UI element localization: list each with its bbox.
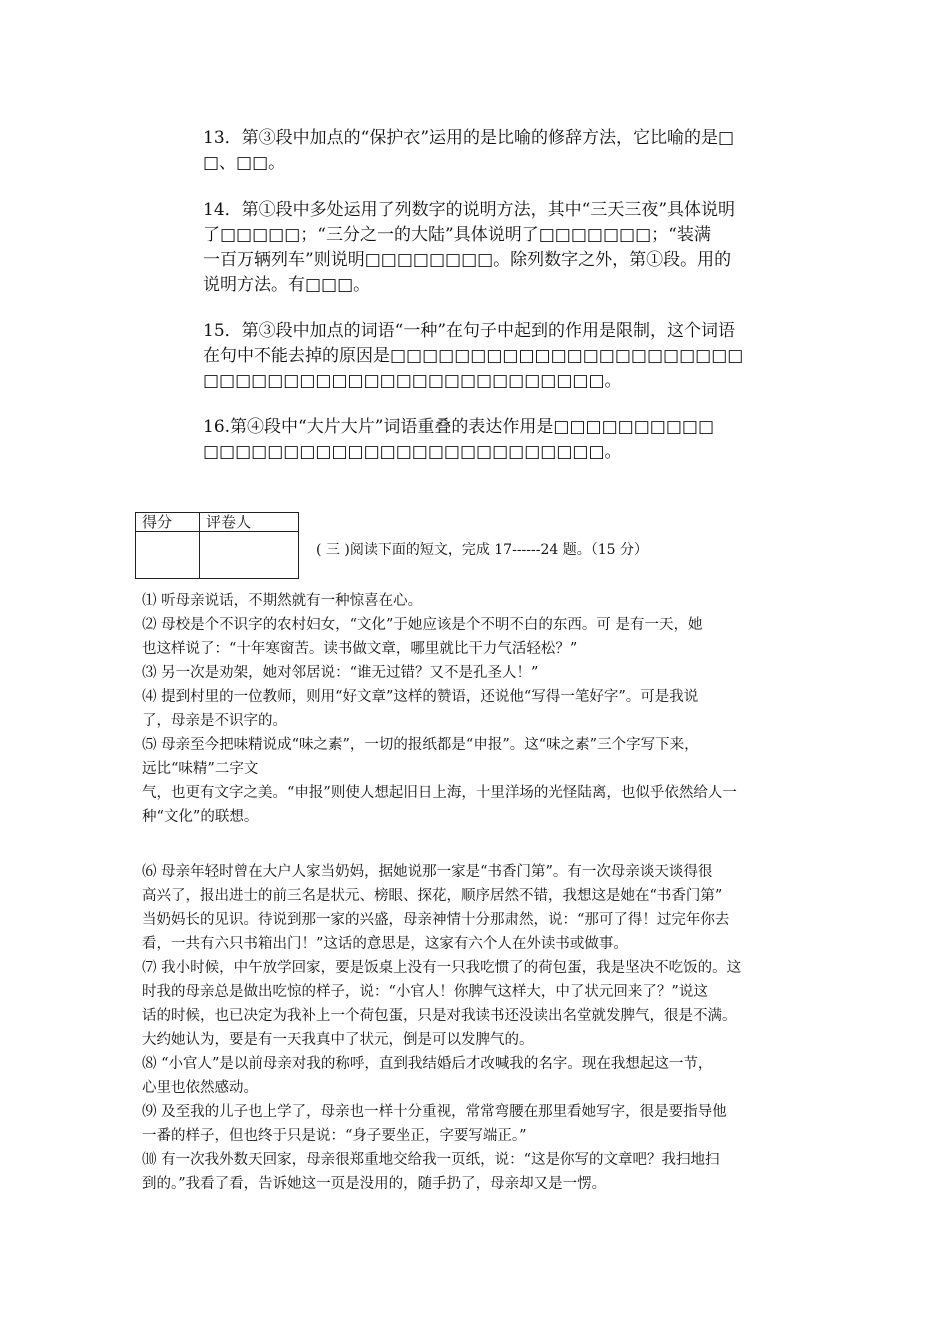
passage-line: ⑹ 母亲年轻时曾在大户人家当奶妈，据她说那一家是“书香门第”。有一次母亲谈天谈得很 [142,864,713,880]
question-15-line: 15．第③段中加点的词语“一种”在句子中起到的作用是限制，这个词语 [203,321,736,341]
passage-line: ⑴ 听母亲说话，不期然就有一种惊喜在心。 [142,593,423,609]
passage-line: ⑷ 提到村里的一位教师，则用“好文章”这样的赞语，还说他“写得一笔好字”。可是我说 [142,689,699,705]
question-15 [203,319,811,394]
question-14-line: 14．第①段中多处运用了列数字的说明方法，其中“三天三夜”具体说明 [203,200,736,220]
question-14-line: 了□□□□□；“三分之一的大陆”具体说明了□□□□□□□；“装满 [203,225,711,245]
question-14-line: 一百万辆列车”则说明□□□□□□□□。除列数字之外，第①段。用的 [203,250,732,270]
question-13-line: □、□□。 [203,153,286,173]
passage-line: 话的时候，也已决定为我补上一个荷包蛋，只是对我读书还没读出名堂就发脾气，很是不满。 [142,1008,737,1024]
question-16-line: 16.第④段中“大片大片”词语重叠的表达作用是□□□□□□□□□□ [203,417,715,437]
passage-line: ⑻ “小官人”是以前母亲对我的称呼，直到我结婚后才改喊我的名字。现在我想起这一节， [142,1056,713,1072]
question-15-line: □□□□□□□□□□□□□□□□□□□□□□□□□。 [203,371,622,391]
passage-line: 了，母亲是不识字的。 [142,713,287,729]
passage-line: 当奶妈长的见识。待说到那一家的兴盛，母亲神情十分那肃然，说：“那可了得！过完年你去 [142,912,730,928]
question-15-line: 在句中不能去掉的原因是□□□□□□□□□□□□□□□□□□□□□□ [203,346,744,366]
passage-line: 到的。”我看了看，告诉她这一页是没用的，随手扔了，母亲却又是一愣。 [142,1176,607,1192]
passage-line: 也这样说了：“十年寒窗苦。读书做文章，哪里就比干力气活轻松？” [142,641,578,657]
passage-line: 远比“味精”二字文 [142,761,259,777]
section-header: ( 三 )阅读下面的短文，完成 17------24 题。（15 分） [316,542,648,558]
passage-line: 种“文化”的联想。 [142,809,259,825]
question-16-line: □□□□□□□□□□□□□□□□□□□□□□□□□。 [203,442,622,462]
score-cell [136,532,200,579]
passage-line: ⑺ 我小时候，中午放学回家，要是饭桌上没有一只我吃惯了的荷包蛋，我是坚决不吃饭的。这 [142,960,742,976]
question-14-line: 说明方法。有□□□。 [203,275,371,295]
passage-line: ⑶ 另一次是劝架，她对邻居说：“谁无过错？又不是孔圣人！” [142,665,539,681]
question-13-line: 13．第③段中加点的“保护衣”运用的是比喻的修辞方法，它比喻的是□ [203,128,735,148]
question-13 [203,126,811,176]
passage-part-1 [142,589,822,829]
passage-line: ⑸ 母亲至今把味精说成“味之素”，一切的报纸都是“申报”。这“味之素”三个字写下来， [142,737,699,753]
grader-label: 评卷人 [200,513,299,532]
passage-line: 高兴了，报出进士的前三名是状元、榜眼、探花，顺序居然不错，我想这是她在“书香门第” [142,888,723,904]
score-label: 得分 [136,513,200,532]
question-14 [203,198,811,298]
passage-line: ⑽ 有一次我外数天回家，母亲很郑重地交给我一页纸，说：“这是你写的文章吧？我扫地扫 [142,1152,720,1168]
score-table [135,512,299,579]
passage-part-2 [142,860,822,1196]
passage-line: 时我的母亲总是做出吃惊的样子，说：“小官人！你脾气这样大，中了状元回来了？”说这 [142,984,708,1000]
grader-cell [200,532,299,579]
passage-line: 看，一共有六只书箱出门！”这话的意思是，这家有六个人在外读书或做事。 [142,936,628,952]
question-16 [203,415,811,465]
passage-line: 心里也依然感动。 [142,1080,258,1096]
passage-line: ⑵ 母校是个不识字的农村妇女，“文化”于她应该是个不明不白的东西。可 是有一天，她 [142,617,703,633]
passage-line: 气，也更有文字之美。“申报”则使人想起旧日上海，十里洋场的光怪陆离，也似乎依然给人一 [142,785,737,801]
passage-line: ⑼ 及至我的儿子也上学了，母亲也一样十分重视，常常弯腰在那里看她写字，很是要指导他 [142,1104,727,1120]
passage-line: 大约她认为，要是有一天我真中了状元，倒是可以发脾气的。 [142,1032,534,1048]
passage-line: 一番的样子，但也终于只是说：“身子要坐正，字要写端正。” [142,1128,527,1144]
